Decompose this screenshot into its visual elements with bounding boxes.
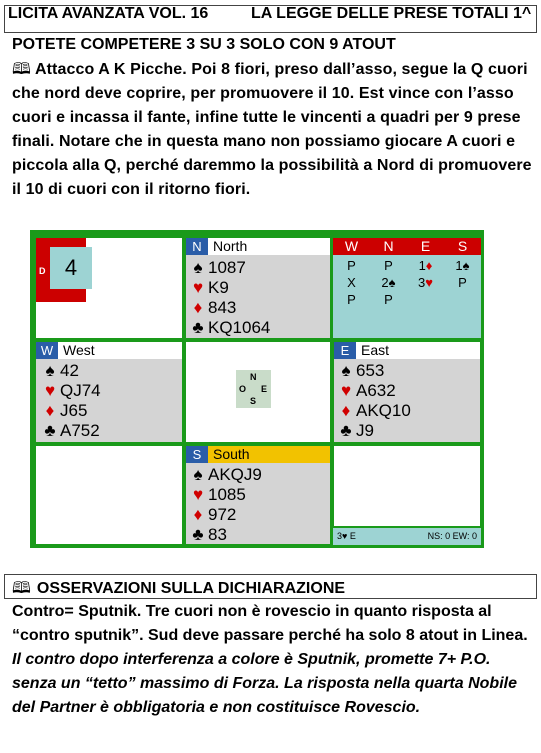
title-left: LICITA AVANZATA VOL. 16 (8, 5, 209, 22)
observations-text: Contro= Sputnik. Tre cuori non è rovescio in quanto risposta al “contro sputnik”. Sud deve passare perché ha solo 8 atout in Linea. (12, 603, 528, 644)
east-header (334, 342, 480, 359)
spade-icon: ♠ (45, 361, 55, 380)
north-hearts-cards: K9 (208, 278, 229, 297)
east-diamonds (336, 401, 411, 421)
west-clubs-cards: A752 (60, 421, 100, 440)
cell-bottom-right (334, 446, 480, 526)
north-header (186, 238, 330, 255)
east-hearts (336, 381, 396, 401)
north-spades-cards: 1087 (208, 258, 246, 277)
south-diamonds (188, 505, 236, 525)
north-diamonds (188, 298, 236, 318)
bid-cell: P (347, 292, 356, 307)
compass-s: S (250, 396, 257, 406)
spade-icon: ♠ (193, 258, 203, 277)
bid-cell: 2♠ (381, 275, 396, 290)
west-hearts-cards: QJ74 (60, 381, 101, 400)
west-hearts (40, 381, 101, 401)
book-icon: 🕮 (12, 580, 31, 597)
bidding-header-s: S (457, 238, 468, 254)
north-tag: N (186, 238, 208, 255)
north-diamonds-cards: 843 (208, 298, 237, 317)
club-icon: ♣ (192, 525, 204, 544)
observations-body (12, 600, 530, 720)
club-icon: ♣ (192, 318, 204, 337)
spade-icon: ♠ (193, 465, 203, 484)
east-clubs-cards: J9 (356, 421, 374, 440)
bid-cell: P (347, 258, 356, 273)
west-spades-cards: 42 (60, 361, 79, 380)
compass-n: N (250, 372, 257, 382)
heart-icon: ♥ (340, 381, 352, 400)
south-clubs (188, 525, 227, 545)
north-clubs-cards: KQ1064 (208, 318, 271, 337)
north-name: North (213, 238, 248, 254)
north-hearts (188, 278, 229, 298)
club-icon: ♣ (340, 421, 352, 440)
result-bar (333, 528, 481, 545)
page-title (8, 5, 532, 23)
board-number: 4 (50, 247, 92, 289)
bid-cell: P (458, 275, 467, 290)
bid-cell: X (347, 275, 356, 290)
bidding-header (333, 238, 481, 255)
title-right: LA LEGGE DELLE PRESE TOTALI 1^ (251, 5, 532, 22)
bid-cell: P (384, 292, 393, 307)
west-diamonds (40, 401, 87, 421)
south-tag: S (186, 446, 208, 463)
east-spades-cards: 653 (356, 361, 385, 380)
heart-icon: ♥ (44, 381, 56, 400)
west-name: West (63, 342, 95, 358)
bid-cell: 1♠ (455, 258, 470, 273)
intro-text: Attacco A K Picche. Poi 8 fiori, preso dall’asso, segue la Q cuori che nord deve coprire, per promuovere il 10. Est vince con l’asso cuori e incassa il fante, infine tutte le vincenti a quadri per 9 prese finali. Notare che in questa mano non possiamo giocare A cuori e piccola alla Q, perché daremmo la possibilità a Nord di promuovere il 10 di cuori con il ritorno fiori. (12, 61, 532, 198)
observations-italic-text: Il contro dopo interferenza a colore è Sputnik, promette 7+ P.O. senza un “tetto” massimo di Forza. La risposta nella quarta Nobile del Partner è obbligatoria e non costituisce Rovescio. (12, 651, 517, 716)
east-hearts-cards: A632 (356, 381, 396, 400)
west-spades (40, 361, 79, 381)
cell-bottom-left (36, 446, 182, 544)
bidding-header-n: N (383, 238, 394, 254)
bidding-header-e: E (420, 238, 431, 254)
west-header (36, 342, 182, 359)
heart-icon: ♥ (192, 485, 204, 504)
south-hearts-cards: 1085 (208, 485, 246, 504)
south-clubs-cards: 83 (208, 525, 227, 544)
east-diamonds-cards: AKQ10 (356, 401, 411, 420)
intro-paragraph (12, 58, 532, 202)
compass-o: O (239, 384, 247, 394)
compass (236, 370, 271, 408)
east-name: East (361, 342, 390, 358)
bid-cell: 1♦ (418, 258, 433, 273)
club-icon: ♣ (44, 421, 56, 440)
south-spades-cards: AKQJ9 (208, 465, 262, 484)
south-hearts (188, 485, 246, 505)
north-spades (188, 258, 246, 278)
east-spades (336, 361, 384, 381)
bid-cell: P (384, 258, 393, 273)
diamond-icon: ♦ (193, 298, 203, 317)
west-tag: W (36, 342, 58, 359)
east-tag: E (334, 342, 356, 359)
south-name: South (213, 446, 250, 462)
book-icon: 🕮 (12, 61, 31, 78)
dealer-label: D (39, 266, 46, 276)
subtitle: POTETE COMPETERE 3 SU 3 SOLO CON 9 ATOUT (12, 36, 396, 53)
east-clubs (336, 421, 374, 441)
compass-e: E (261, 384, 268, 394)
diamond-icon: ♦ (193, 505, 203, 524)
diamond-icon: ♦ (341, 401, 351, 420)
observations-title-text: OSSERVAZIONI SULLA DICHIARAZIONE (36, 580, 346, 597)
bidding-header-w: W (344, 238, 359, 254)
diamond-icon: ♦ (45, 401, 55, 420)
west-clubs (40, 421, 100, 441)
result-score: NS: 0 EW: 0 (427, 531, 477, 541)
south-header (186, 446, 330, 463)
south-spades (188, 465, 262, 485)
bid-cell: 3♥ (418, 275, 433, 290)
result-contract: 3♥ E (337, 531, 356, 541)
west-diamonds-cards: J65 (60, 401, 88, 420)
heart-icon: ♥ (192, 278, 204, 297)
spade-icon: ♠ (341, 361, 351, 380)
south-diamonds-cards: 972 (208, 505, 237, 524)
north-clubs (188, 318, 270, 338)
